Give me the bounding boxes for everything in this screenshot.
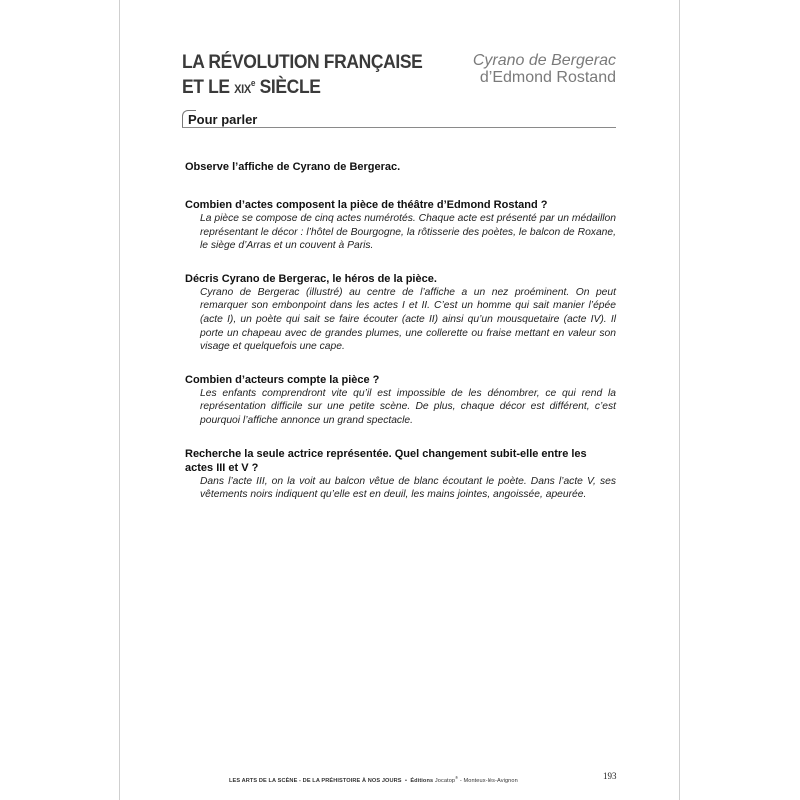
qa-block-3 xyxy=(185,272,616,354)
section-header xyxy=(182,110,616,130)
qa-block-4 xyxy=(185,373,616,428)
work-author: d’Edmond Rostand xyxy=(479,69,616,86)
content xyxy=(185,160,616,502)
question: Combien d’acteurs compte la pièce ? xyxy=(185,373,380,386)
chapter-title-suffix: SIÈCLE xyxy=(255,77,321,98)
question: Combien d’actes composent la pièce de théâtre d’Edmond Rostand ? xyxy=(185,199,548,211)
answer: Cyrano de Bergerac (illustré) au centre de l’affiche a un nez proéminent. On peut remarquer son embonpoint dans les actes I et II. C’est un homme qui sait manier l’épée (acte I), un poète qui sait se faire écouter (acte II) ainsi qu’un mousquetaire (acte IV). Il porte un chapeau avec de grandes plumes, une collerette ou fraise mettant en valeur son visage et quelquefois une cape. xyxy=(200,286,616,353)
section-rule xyxy=(182,127,616,128)
answer: Les enfants comprendront vite qu’il est impossible de les dénombrer, ce qui rend la représentation difficile sur une petite scène. De plus, chaque décor est différent, c’est pourquoi l’affiche annonce un grand spectacle. xyxy=(200,387,616,426)
footer xyxy=(229,775,518,784)
footer-publisher-prefix: Éditions xyxy=(410,777,434,784)
section-label: Pour parler xyxy=(188,112,258,127)
qa-block-5 xyxy=(185,447,616,502)
chapter-title-line2 xyxy=(182,73,422,100)
question: Décris Cyrano de Bergerac, le héros de la pièce. xyxy=(185,272,437,285)
question: Recherche la seule actrice représentée. Quel changement subit-elle entre les actes III et V ? xyxy=(185,447,587,474)
qa-block-1 xyxy=(185,160,616,174)
work-title: Cyrano de Bergerac xyxy=(472,52,616,69)
answer: La pièce se compose de cinq actes numérotés. Chaque acte est présenté par un médaillon représentant le décor : l’hôtel de Bourgogne, la rôtisserie des poètes, le balcon de Roxane, le siège d’Arras et un couvent à Paris. xyxy=(200,213,616,252)
answer: Dans l’acte III, on la voit au balcon vêtue de blanc écoutant le poète. Dans l’acte V, ses vêtements noirs indiquent qu’elle est en deuil, les mains jointes, angoissée, apeurée. xyxy=(200,475,616,501)
work-heading xyxy=(473,52,616,86)
page-number: 193 xyxy=(603,771,617,781)
footer-separator: • xyxy=(404,777,407,784)
question: Observe l’affiche de Cyrano de Bergerac. xyxy=(185,161,401,173)
qa-block-2 xyxy=(185,198,616,253)
footer-publisher-name: Jocatop xyxy=(434,777,456,784)
chapter-title-prefix: ET LE xyxy=(182,77,235,98)
chapter-title-century: XIX xyxy=(234,82,251,96)
footer-book-title: LES ARTS DE LA SCÈNE - DE LA PRÉHISTOIRE À NOS JOURS xyxy=(229,777,402,784)
footer-location: - Monteux-lès-Avignon xyxy=(459,777,518,784)
footer-publisher-mark: ® xyxy=(455,775,459,780)
chapter-title-century-sup: e xyxy=(250,78,256,88)
chapter-title xyxy=(182,52,422,100)
chapter-title-line1: LA RÉVOLUTION FRANÇAISE xyxy=(182,52,423,73)
